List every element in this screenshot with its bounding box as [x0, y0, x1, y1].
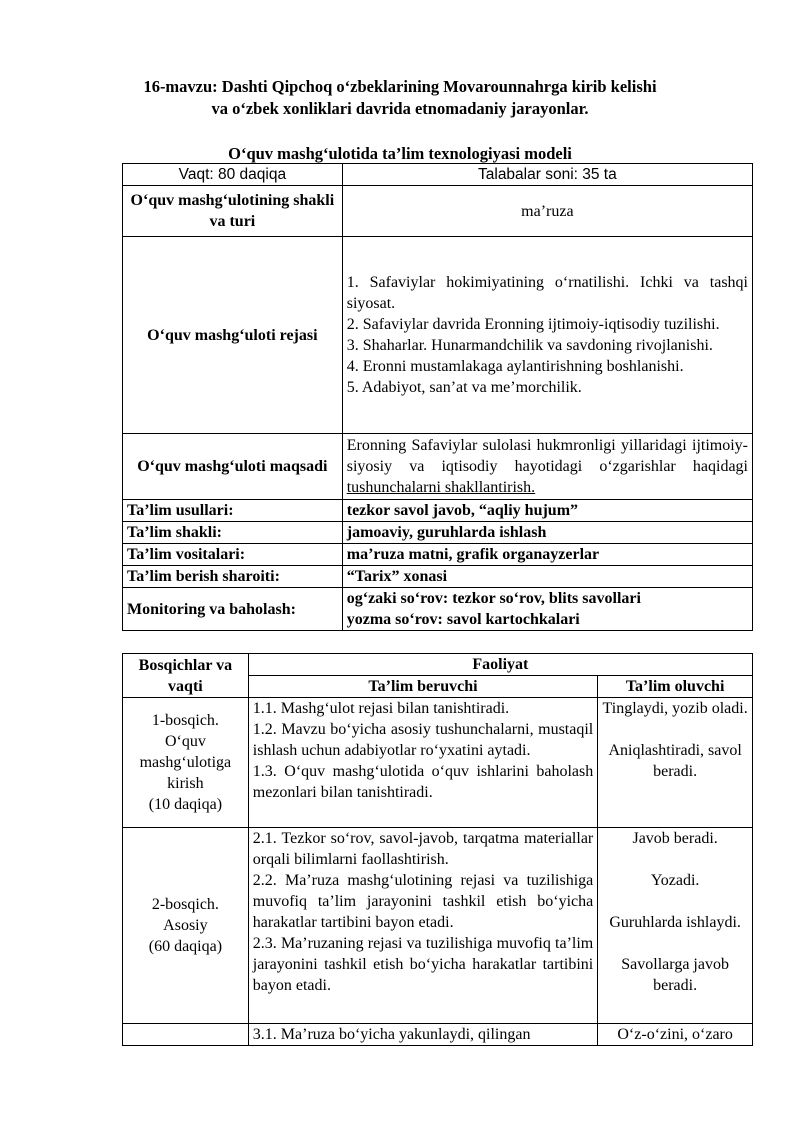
- student-activity: [598, 828, 753, 1024]
- stage-name: [123, 698, 249, 828]
- stage-name: [123, 828, 249, 1024]
- student-step: Aniqlashtiradi, savol beradi.: [608, 742, 742, 780]
- plan-item: 4. Eronni mustamlakaga aylantirishning boshlanishi.: [346, 358, 684, 375]
- student-step: Guruhlarda ishlaydi.: [609, 914, 741, 931]
- time-cell: Vaqt: 80 daqiqa: [123, 164, 343, 186]
- row-label: Ta’lim vositalari:: [123, 544, 343, 566]
- row-label: Ta’lim usullari:: [123, 500, 343, 522]
- monitoring-oral: og‘zaki so‘rov: tezkor so‘rov, blits savollari: [346, 590, 641, 607]
- stages-table: [122, 653, 753, 1046]
- stage-name-line: (60 daqiqa): [148, 938, 223, 955]
- model-title: O‘quv mashg‘ulotida ta’lim texnologiyasi modeli: [228, 144, 572, 163]
- row-label: Ta’lim berish sharoiti:: [123, 566, 343, 588]
- monitoring-value: [342, 588, 752, 631]
- teacher-step: 2.3. Ma’ruzaning rejasi va tuzilishiga muvofiq ta’lim jarayonini tashkil etish bo‘yicha harakatlar tartibini bayon etadi.: [252, 935, 594, 994]
- row-value: jamoaviy, guruhlarda ishlash: [342, 522, 752, 544]
- stage-name-line: O‘quv: [164, 733, 206, 750]
- row-label: Ta’lim shakli:: [123, 522, 343, 544]
- goal-text-main: Eronning Safaviylar sulolasi hukmronligi yillaridagi ijtimoiy-siyosiy va iqtisodiy hayotidagi o‘zgarishlar haqidagi: [346, 437, 748, 475]
- plan-label: O‘quv mashg‘uloti rejasi: [123, 237, 343, 434]
- student-header: Ta’lim oluvchi: [598, 676, 753, 698]
- row-value: tezkor savol javob, “aqliy hujum”: [342, 500, 752, 522]
- teacher-step: 2.2. Ma’ruza mashg‘ulotining rejasi va tuzilishiga muvofiq ta’lim jarayonini tashkil etish bo‘yicha harakatlar tartibini bayon etadi.: [252, 872, 594, 931]
- teacher-step: 1.2. Mavzu bo‘yicha asosiy tushunchalarni, mustaqil ishlash uchun adabiyotlar ro‘yxatini aytadi.: [252, 721, 594, 759]
- plan-list: [342, 237, 752, 434]
- student-step: Savollarga javob beradi.: [621, 956, 729, 994]
- plan-item: 1. Safaviylar hokimiyatining o‘rnatilishi. Ichki va tashqi siyosat.: [346, 274, 748, 312]
- student-step: [602, 849, 748, 870]
- topic-title-line1: 16-mavzu: Dashti Qipchoq o‘zbeklarining Movarounnahrga kirib kelishi: [143, 77, 657, 96]
- stage-name-line: kirish: [167, 775, 204, 792]
- topic-title-line2: va o‘zbek xonliklari davrida etnomadaniy jarayonlar.: [211, 99, 589, 118]
- student-step: Javob beradi.: [632, 830, 718, 847]
- form-value: ma’ruza: [342, 186, 752, 237]
- model-table: [122, 163, 753, 631]
- stage-name-line: mashg‘ulotiga: [139, 754, 232, 771]
- teacher-step: 1.3. O‘quv mashg‘ulotida o‘quv ishlarini baholash mezonlari bilan tanishtiradi.: [252, 763, 594, 801]
- teacher-activity-partial: 3.1. Ma’ruza bo‘yicha yakunlaydi, qilingan: [248, 1024, 597, 1046]
- teacher-step: 2.1. Tezkor so‘rov, savol-javob, tarqatma materiallar orqali bilimlarni faollashtirish.: [252, 830, 594, 868]
- stages-header: Bosqichlar va vaqti: [123, 654, 249, 698]
- activity-header: Faoliyat: [248, 654, 752, 676]
- student-step: [602, 891, 748, 912]
- goal-label: O‘quv mashg‘uloti maqsadi: [123, 434, 343, 500]
- monitoring-written: yozma so‘rov: savol kartochkalari: [346, 611, 580, 628]
- student-step: Tinglaydi, yozib oladi.: [602, 700, 748, 717]
- student-activity-partial: O‘z-o‘zini, o‘zaro: [598, 1024, 753, 1046]
- stage-name-empty: [123, 1024, 249, 1046]
- row-value: ma’ruza matni, grafik organayzerlar: [342, 544, 752, 566]
- plan-item: 3. Shaharlar. Hunarmandchilik va savdoning rivojlanishi.: [346, 337, 713, 354]
- student-step: Yozadi.: [650, 872, 700, 889]
- student-activity: [598, 698, 753, 828]
- student-step: [602, 719, 748, 740]
- teacher-step: 1.1. Mashg‘ulot rejasi bilan tanishtiradi.: [252, 700, 510, 717]
- stage-name-line: 1-bosqich.: [151, 712, 219, 729]
- form-label: O‘quv mashg‘ulotining shakli va turi: [123, 186, 343, 237]
- plan-item: 5. Adabiyot, san’at va me’morchilik.: [346, 379, 582, 396]
- teacher-header: Ta’lim beruvchi: [248, 676, 597, 698]
- stage-name-line: Asosiy: [163, 917, 208, 934]
- teacher-activity: [248, 828, 597, 1024]
- student-step: [602, 933, 748, 954]
- monitoring-label: Monitoring va baholash:: [123, 588, 343, 631]
- stage-name-line: (10 daqiqa): [148, 796, 223, 813]
- teacher-activity: [248, 698, 597, 828]
- plan-item: 2. Safaviylar davrida Eronning ijtimoiy-iqtisodiy tuzilishi.: [346, 316, 720, 333]
- row-value: “Tarix” xonasi: [342, 566, 752, 588]
- goal-text-underlined: tushunchalarni shakllantirish.: [346, 479, 536, 496]
- stage-name-line: 2-bosqich.: [151, 896, 219, 913]
- goal-text: [342, 434, 752, 500]
- students-cell: Talabalar soni: 35 ta: [342, 164, 752, 186]
